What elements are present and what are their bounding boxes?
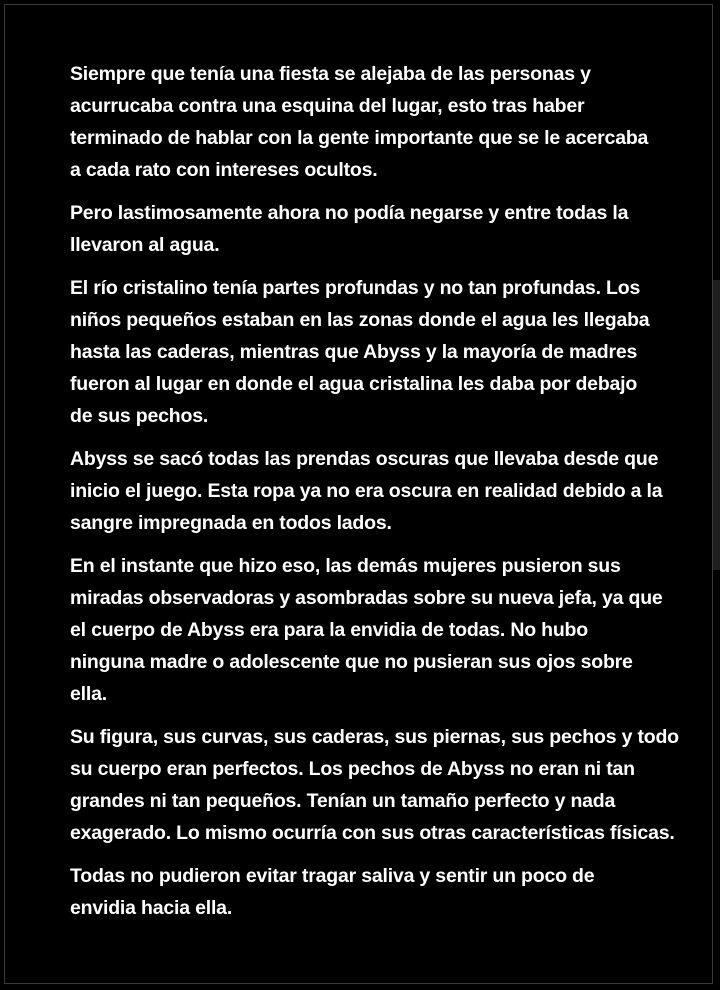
text-line: exagerado. Lo mismo ocurría con sus otras características físicas.	[70, 822, 675, 844]
paragraph	[70, 197, 654, 261]
text-line: Abyss se sacó todas las prendas oscuras que llevaba desde que	[70, 448, 659, 470]
paragraph	[70, 550, 663, 710]
scrollbar-thumb[interactable]	[713, 280, 720, 570]
text-line: terminado de hablar con la gente importante que se le acercaba	[70, 127, 649, 149]
text-line: sangre impregnada en todos lados.	[70, 512, 392, 534]
text-line: ninguna madre o adolescente que no pusieran sus ojos sobre	[70, 651, 633, 673]
text-line: Siempre que tenía una fiesta se alejaba de las personas y	[70, 63, 591, 85]
paragraph	[70, 272, 654, 432]
text-line: miradas observadoras y asombradas sobre su nueva jefa, ya que	[70, 587, 663, 609]
text-line: de sus pechos.	[70, 405, 209, 427]
text-line: el cuerpo de Abyss era para la envidia de todas. No hubo	[70, 619, 588, 641]
paragraph	[70, 860, 654, 924]
text-line: En el instante que hizo eso, las demás mujeres pusieron sus	[70, 555, 621, 577]
text-line: envidia hacia ella.	[70, 897, 233, 919]
text-line: acurrucaba contra una esquina del lugar, esto tras haber	[70, 95, 585, 117]
text-line: llevaron al agua.	[70, 234, 220, 256]
text-line: niños pequeños estaban en las zonas donde el agua les llegaba	[70, 309, 650, 331]
text-line: Todas no pudieron evitar tragar saliva y sentir un poco de	[70, 865, 595, 887]
text-line: inicio el juego. Esta ropa ya no era oscura en realidad debido a la	[70, 480, 663, 502]
paragraph	[70, 58, 654, 186]
text-line: su cuerpo eran perfectos. Los pechos de Abyss no eran ni tan	[70, 758, 635, 780]
text-line: ella.	[70, 683, 107, 705]
text-line: a cada rato con intereses ocultos.	[70, 159, 378, 181]
text-line: fueron al lugar en donde el agua cristalina les daba por debajo	[70, 373, 638, 395]
text-content	[70, 58, 679, 935]
paragraph	[70, 443, 663, 539]
paragraph	[70, 721, 679, 849]
text-line: Pero lastimosamente ahora no podía negarse y entre todas la	[70, 202, 629, 224]
text-line: Su figura, sus curvas, sus caderas, sus piernas, sus pechos y todo	[70, 726, 679, 748]
text-line: grandes ni tan pequeños. Tenían un tamaño perfecto y nada	[70, 790, 616, 812]
text-line: El río cristalino tenía partes profundas y no tan profundas. Los	[70, 277, 641, 299]
text-line: hasta las caderas, mientras que Abyss y la mayoría de madres	[70, 341, 638, 363]
